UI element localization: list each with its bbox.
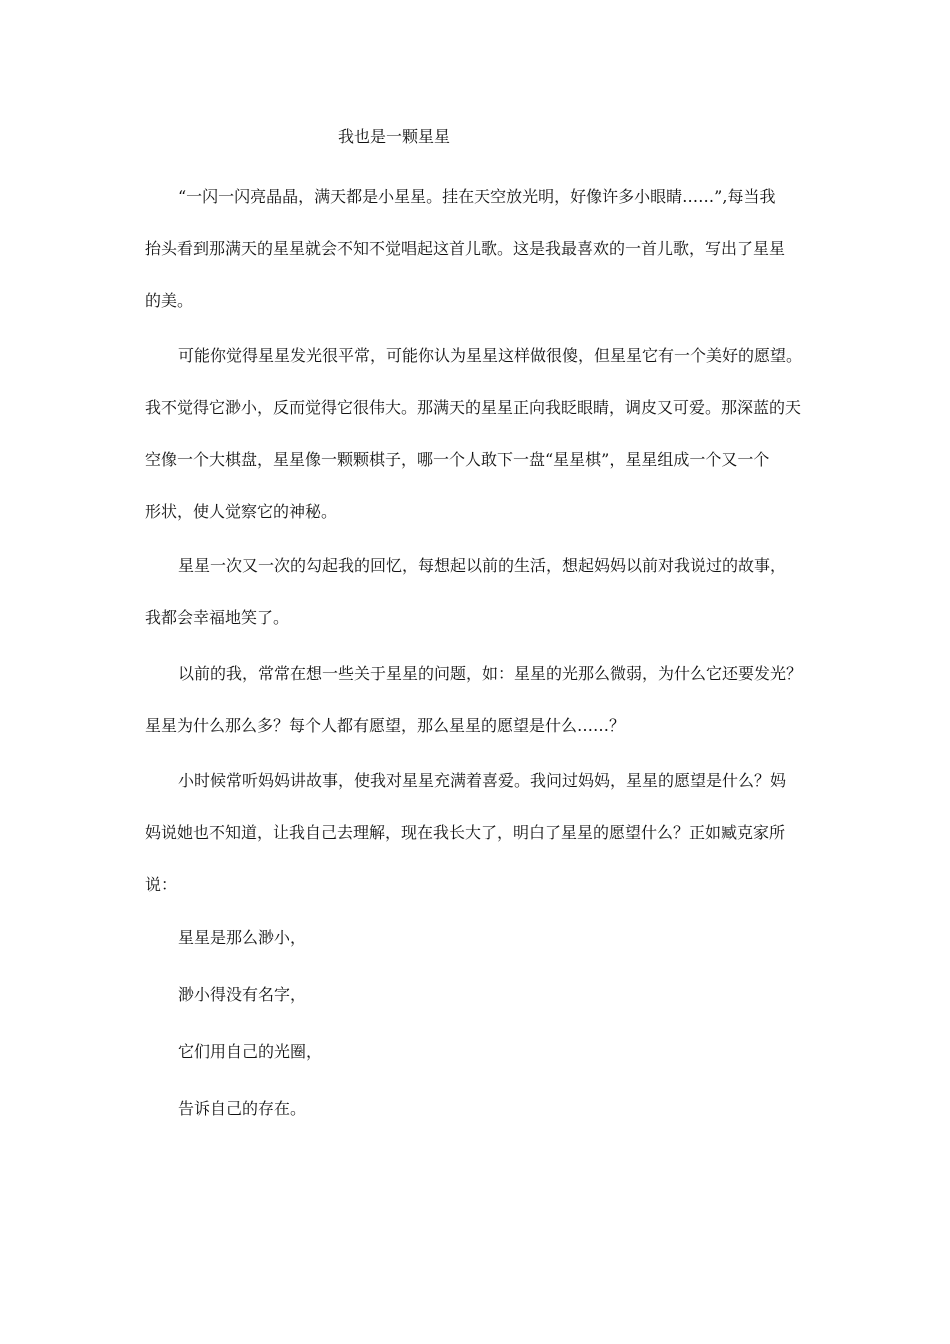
paragraph-line: “一闪一闪亮晶晶，满天都是小星星。挂在天空放光明，好像许多小眼睛……”,每当我 xyxy=(178,187,776,206)
paragraph-line: 我都会幸福地笑了。 xyxy=(145,608,290,627)
paragraph-line: 形状，使人觉察它的神秘。 xyxy=(145,502,338,521)
paragraph-2 xyxy=(145,330,810,538)
verse-line: 告诉自己的存在。 xyxy=(178,1099,307,1118)
paragraph-line: 星星为什么那么多？每个人都有愿望，那么星星的愿望是什么……？ xyxy=(145,716,626,735)
paragraph-line: 抬头看到那满天的星星就会不知不觉唱起这首儿歌。这是我最喜欢的一首儿歌，写出了星星 xyxy=(145,239,786,258)
paragraph-line: 可能你觉得星星发光很平常，可能你认为星星这样做很傻，但星星它有一个美好的愿望。 xyxy=(178,346,803,365)
paragraph-4 xyxy=(145,648,810,752)
paragraph-line: 小时候常听妈妈讲故事，使我对星星充满着喜爱。我问过妈妈，星星的愿望是什么？妈 xyxy=(178,771,787,790)
verse-line: 它们用自己的光圈， xyxy=(178,1042,323,1061)
paragraph-line: 妈说她也不知道，让我自己去理解，现在我长大了，明白了星星的愿望什么？正如臧克家所 xyxy=(145,823,786,842)
paragraph-line: 说： xyxy=(145,875,178,894)
paragraph-line: 的美。 xyxy=(145,291,194,310)
verse-line: 渺小得没有名字， xyxy=(178,985,307,1004)
document-title: 我也是一颗星星 xyxy=(338,127,451,146)
paragraph-line: 我不觉得它渺小，反而觉得它很伟大。那满天的星星正向我眨眼睛，调皮又可爱。那深蓝的天 xyxy=(145,398,802,417)
paragraph-5 xyxy=(145,755,810,911)
paragraph-line: 空像一个大棋盘，星星像一颗颗棋子，哪一个人敢下一盘“星星棋”，星星组成一个又一个 xyxy=(145,450,770,469)
paragraph-1 xyxy=(145,171,810,327)
paragraph-line: 星星一次又一次的勾起我的回忆，每想起以前的生活，想起妈妈以前对我说过的故事， xyxy=(178,556,787,575)
paragraph-3 xyxy=(145,540,810,644)
verse-line: 星星是那么渺小， xyxy=(178,928,307,947)
paragraph-line: 以前的我，常常在想一些关于星星的问题，如：星星的光那么微弱，为什么它还要发光？ xyxy=(178,664,803,683)
